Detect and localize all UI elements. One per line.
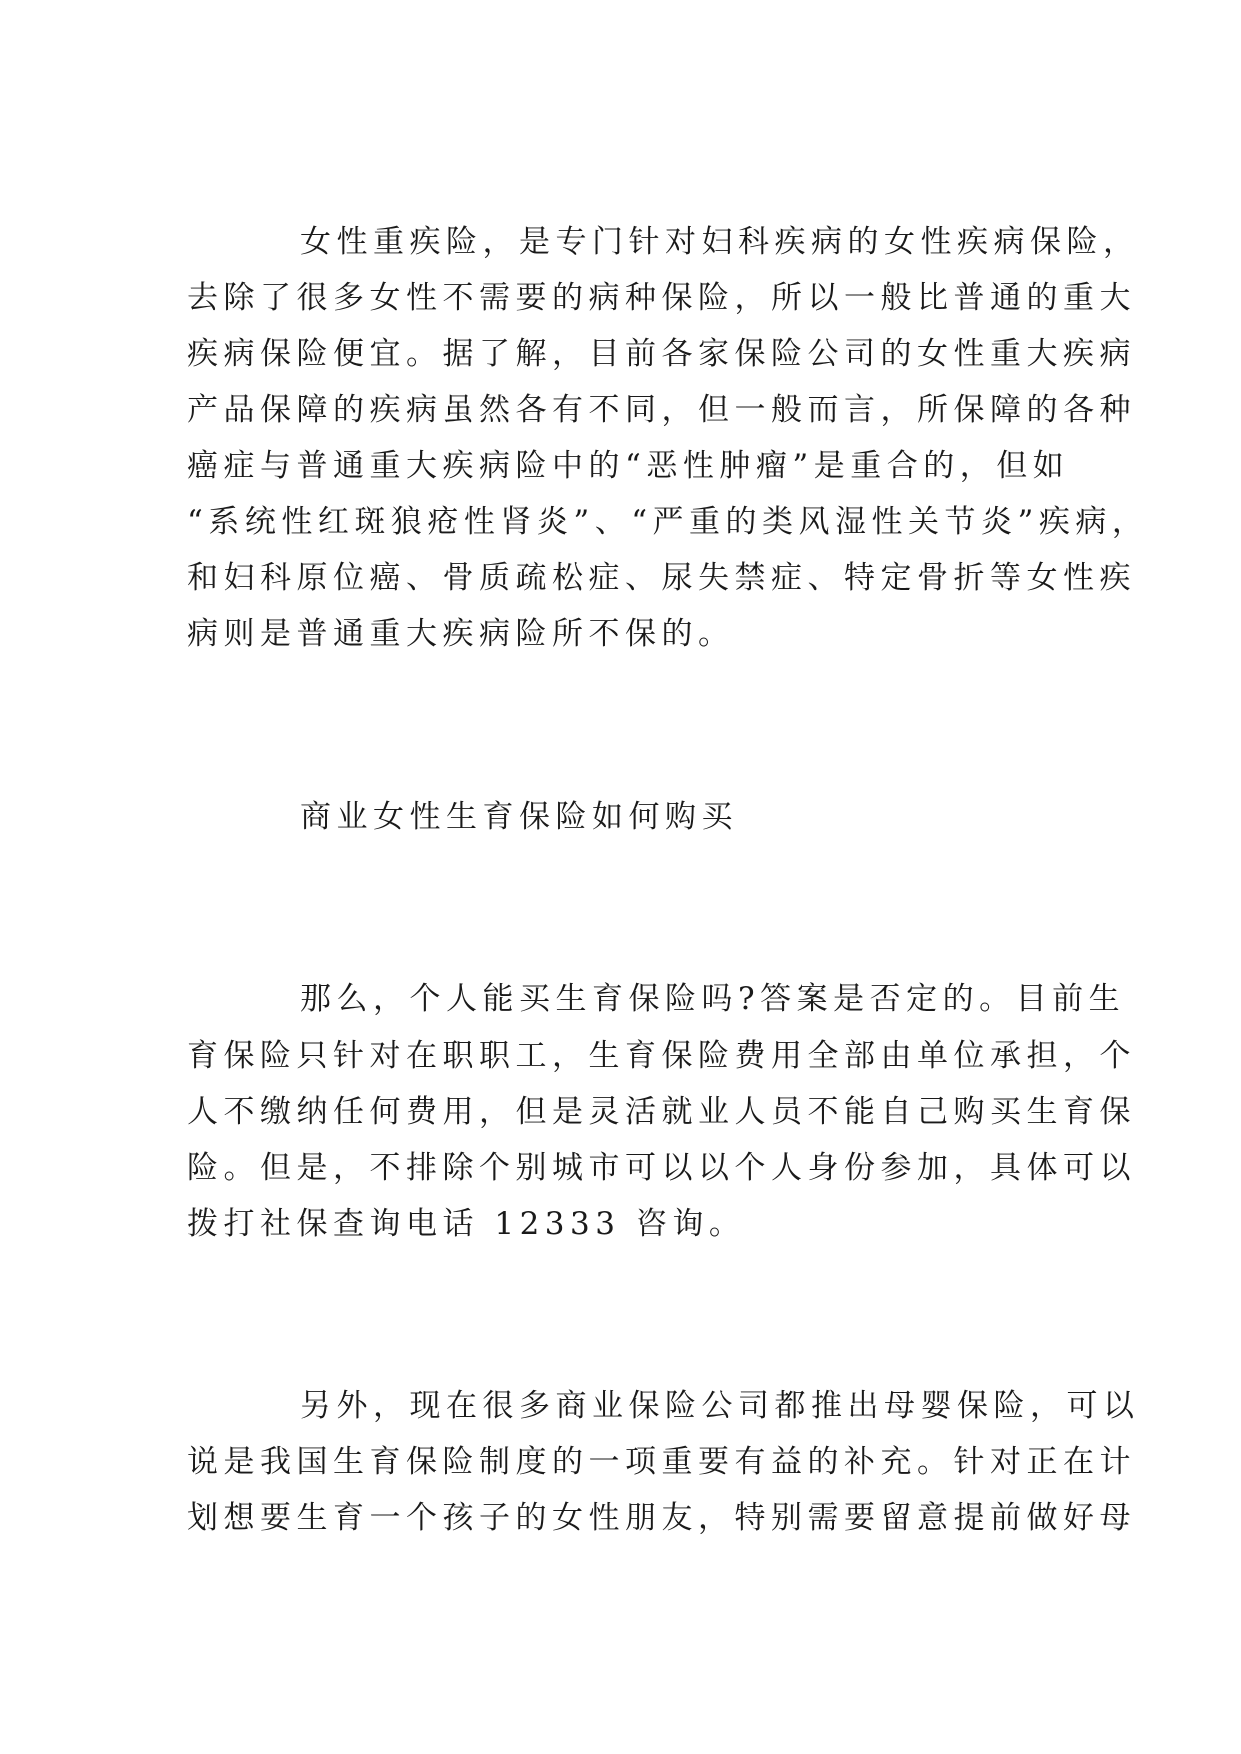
paragraph-line: 划想要生育一个孩子的女性朋友，特别需要留意提前做好母 (187, 1500, 1136, 1536)
paragraph-line: 险。但是，不排除个别城市可以以个人身份参加，具体可以 (187, 1150, 1136, 1186)
paragraph-line: 病则是普通重大疾病险所不保的。 (187, 616, 735, 652)
paragraph-line: 癌症与普通重大疾病险中的“恶性肿瘤”是重合的，但如 (187, 448, 1070, 484)
paragraph-line: 产品保障的疾病虽然各有不同，但一般而言，所保障的各种 (187, 392, 1136, 428)
paragraph-line: 和妇科原位癌、骨质疏松症、尿失禁症、特定骨折等女性疾 (187, 560, 1136, 596)
paragraph-line: 育保险只针对在职职工，生育保险费用全部由单位承担，个 (187, 1038, 1136, 1074)
paragraph-line: 那么，个人能买生育保险吗?答案是否定的。目前生 (300, 981, 1126, 1017)
paragraph-line: 拨打社保查询电话 12333 咨询。 (187, 1206, 746, 1242)
section-heading: 商业女性生育保险如何购买 (300, 799, 738, 835)
paragraph-line: 说是我国生育保险制度的一项重要有益的补充。针对正在计 (187, 1444, 1136, 1480)
paragraph-line: 另外，现在很多商业保险公司都推出母婴保险，可以 (300, 1388, 1140, 1424)
paragraph-line: 人不缴纳任何费用，但是灵活就业人员不能自己购买生育保 (187, 1094, 1136, 1130)
paragraph-line: 去除了很多女性不需要的病种保险，所以一般比普通的重大 (187, 280, 1136, 316)
paragraph-line: 女性重疾险，是专门针对妇科疾病的女性疾病保险， (300, 224, 1140, 260)
paragraph-line: “系统性红斑狼疮性肾炎”、“严重的类风湿性关节炎”疾病， (187, 504, 1149, 540)
paragraph-line: 疾病保险便宜。据了解，目前各家保险公司的女性重大疾病 (187, 336, 1136, 372)
